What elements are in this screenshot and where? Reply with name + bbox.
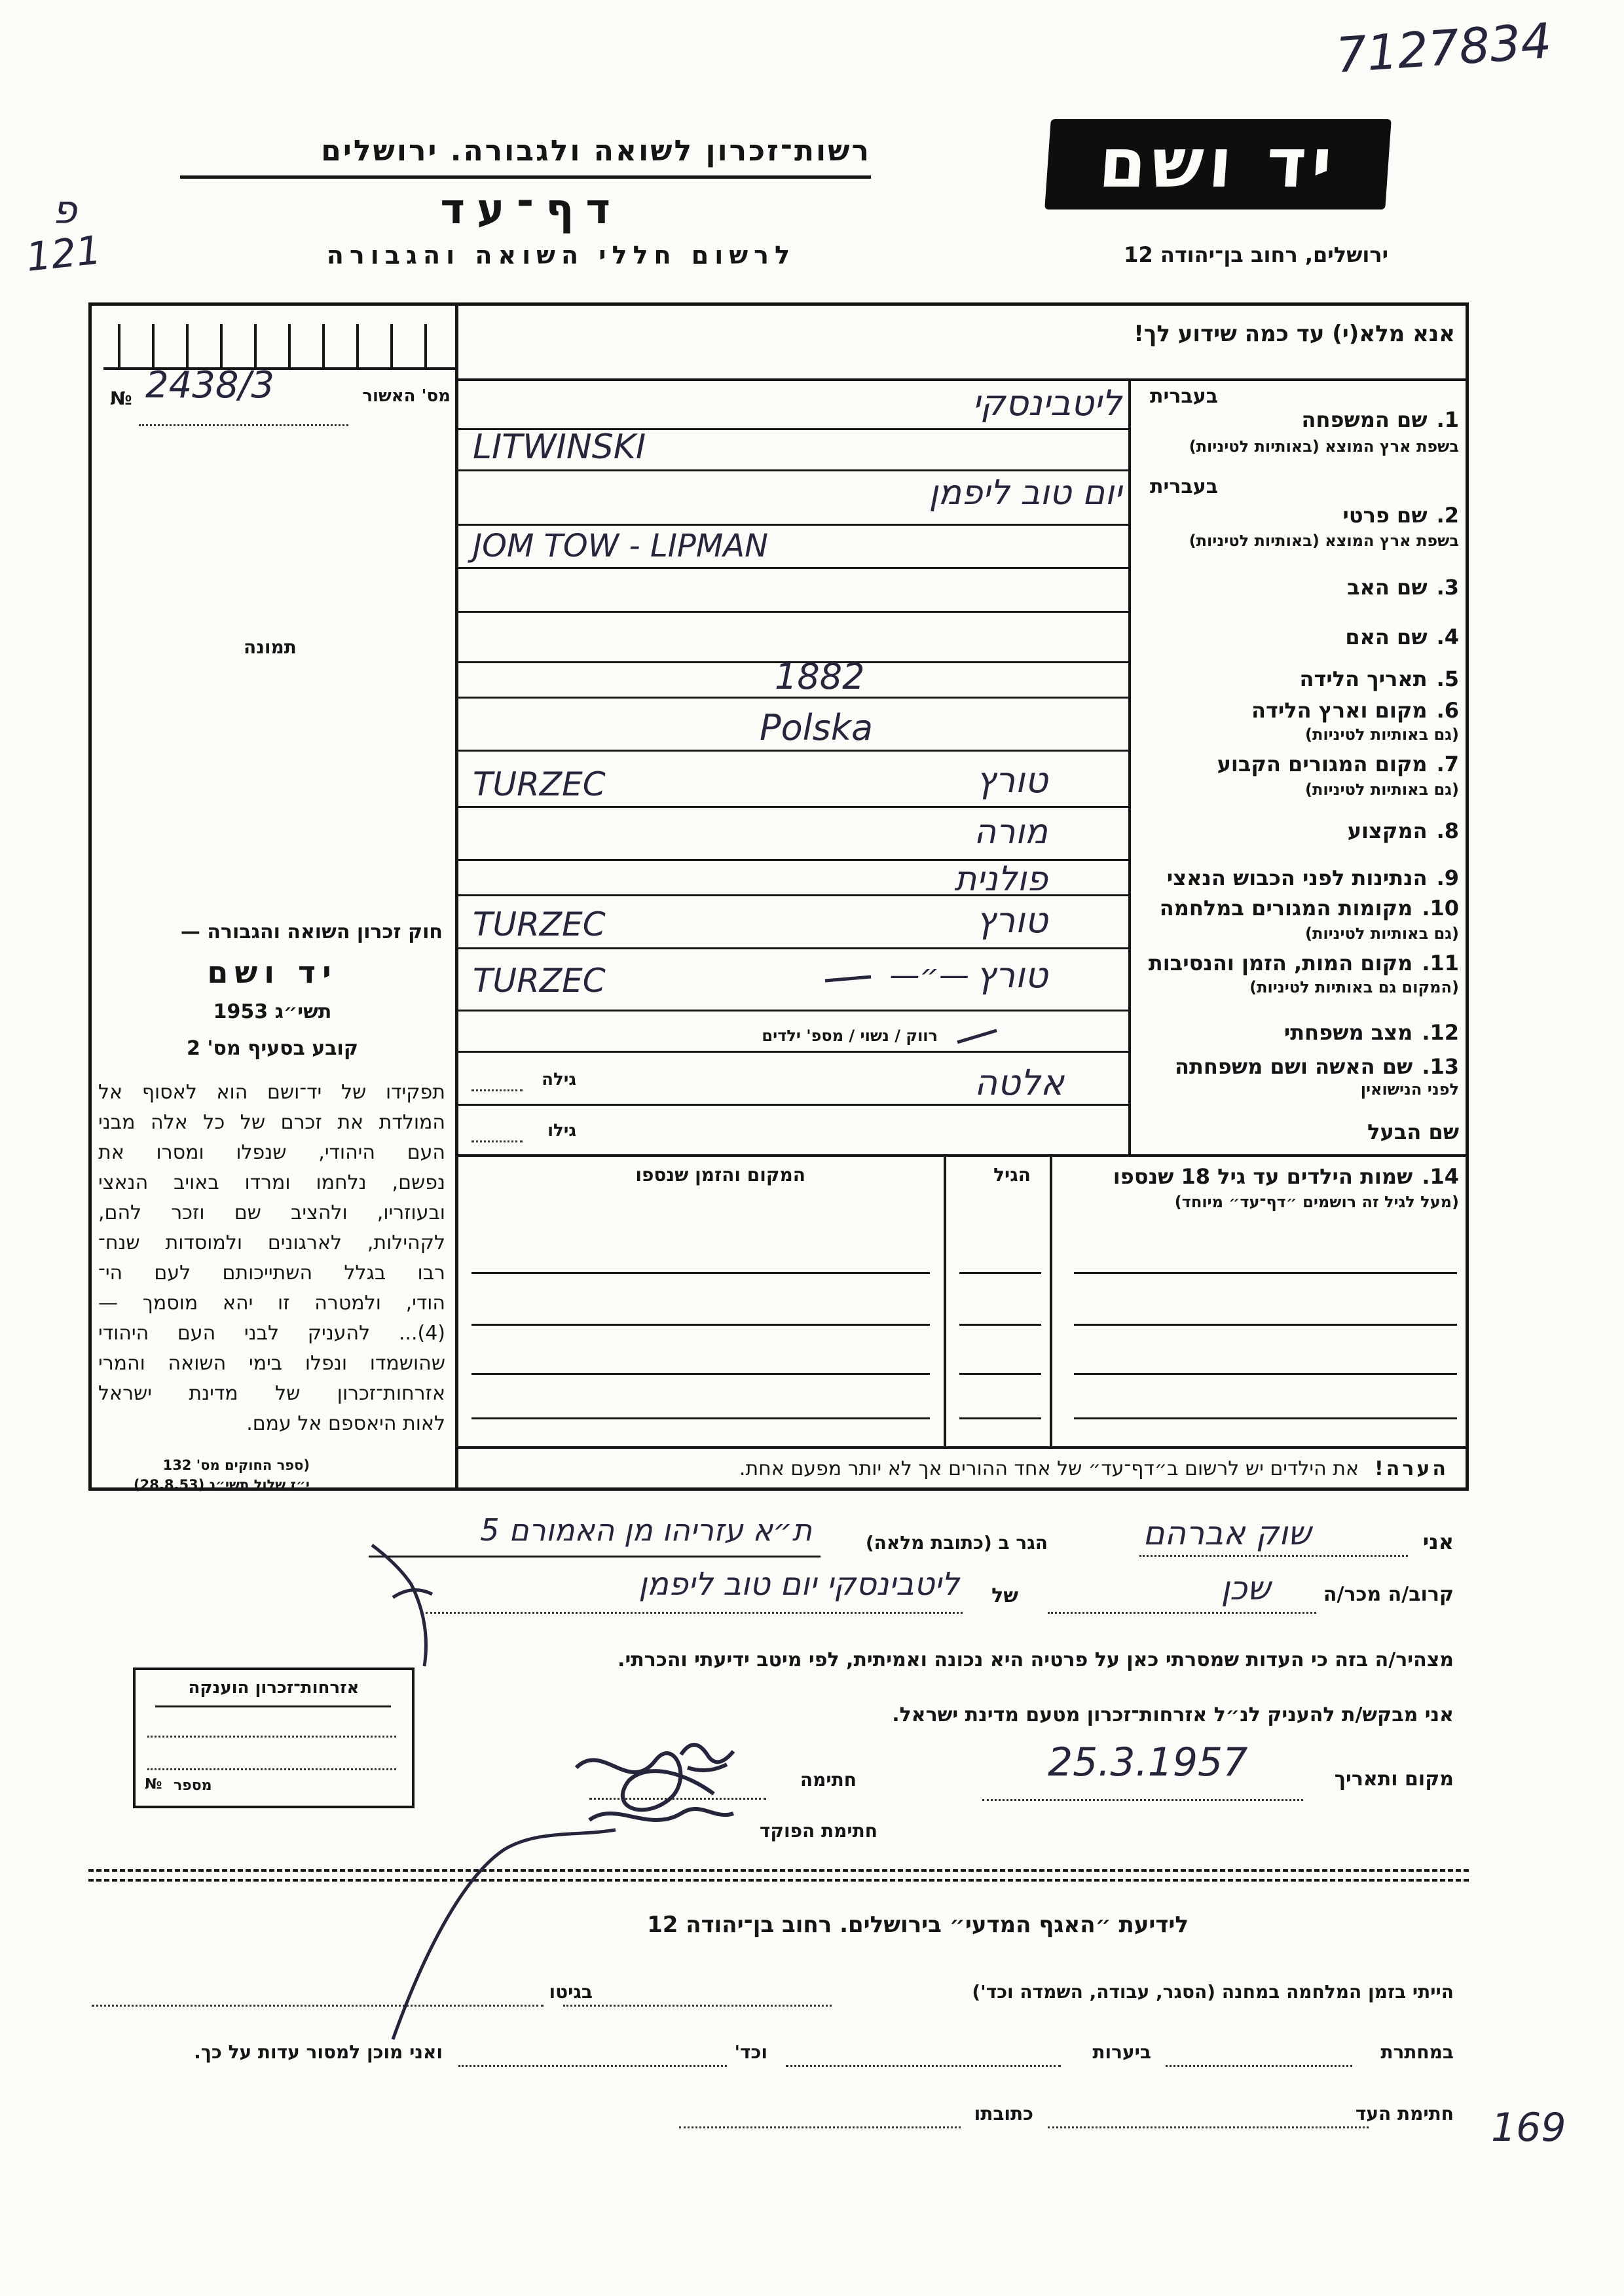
wartime-residence-latin-value: TURZEC (473, 905, 606, 943)
org-address: ירושלים, רחוב בן־יהודה 12 (1124, 242, 1388, 267)
declaration-statement: מצהיר/ה בזה כי העדות שמסרתי כאן על פרטיה היא נכונה ואמיתית, לפי מיטב ידיעתי והכרתי. (618, 1649, 1454, 1671)
address-value: ת״א עזריהו מן האמורם 5 (480, 1512, 812, 1548)
field-number: 8. (1436, 818, 1459, 843)
approval-value: 2438/3 (145, 364, 275, 407)
law-source-2: י״ז שלול תשי״ג (28.8.53) (134, 1477, 310, 1493)
field-number: 6. (1436, 698, 1459, 723)
place-date-value: 25.3.1957 (1048, 1740, 1248, 1785)
field-label-text: שם האשה ושם משפחתה (1174, 1054, 1413, 1079)
archive-number: 7127834 (1334, 12, 1554, 84)
field-label-text: מקום וארץ הלידה (1251, 698, 1428, 723)
signature-tail (393, 1830, 616, 2039)
etc-label: וכד' (734, 2041, 767, 2063)
hebrew-tag: בעברית (1150, 475, 1218, 498)
law-line: נפשם, נלחמו ומרדו באויב הנאצי (98, 1171, 445, 1194)
law-line: רבו בגלל השתייכותם לעם הי־ (98, 1262, 445, 1285)
husband-age-label: גילו (547, 1121, 576, 1140)
place-date-label: מקום ותאריך (1334, 1768, 1454, 1791)
margin-note-letter: פ (52, 187, 77, 233)
wartime-residence-hebrew-value: טורץ (976, 900, 1048, 941)
ghetto-label: בגיטו (549, 1981, 593, 2003)
of-value: ליטבינסקי יום טוב ליפמן (638, 1566, 959, 1603)
field-number: 13. (1422, 1054, 1459, 1079)
law-line: אזרחות־זכרון של מדינת ישראל (98, 1382, 445, 1405)
field-label-text: מקום המגורים הקבוע (1217, 752, 1428, 776)
field-number: 11. (1422, 951, 1459, 975)
death-place-hebrew-value: טורץ (976, 955, 1048, 996)
field-number: 4. (1436, 625, 1459, 649)
connector-stroke (372, 1545, 426, 1666)
first-name-hebrew-value: יום טוב ליפמן (929, 473, 1122, 513)
nationality-value: פולנית (954, 860, 1048, 899)
field-sublabel: בשפת ארץ המוצא (באותיות לטיניות) (1189, 437, 1459, 456)
field-number: 3. (1436, 575, 1459, 600)
org-name: רשות־זכרון לשואה ולגבורה. ירושלים (321, 134, 871, 168)
field-label-text: המקצוע (1347, 818, 1428, 843)
profession-value: מורה (974, 812, 1048, 852)
address-label: הגר ב (כתובת מלאה) (865, 1532, 1048, 1554)
law-line: (4)... להעניק לבני העם היהודי (98, 1322, 445, 1345)
law-clause: קובע בסעיף מס' 2 (187, 1037, 358, 1060)
of-label: של (991, 1584, 1018, 1607)
field-number: 10. (1422, 896, 1459, 920)
field-sublabel: (המקום גם באותיות לטיניות) (1249, 978, 1459, 996)
law-line: שהושמדו ונפלו בימי השואה והמרי (98, 1352, 445, 1375)
note-text: את הילדים יש לרשום ב״דף־עד״ של אחד ההורים אך לא יותר מפעם אחת. (739, 1457, 1359, 1480)
witness-signature-label: חתימת העד (1355, 2103, 1454, 2124)
wife-name-value: אלטה (974, 1062, 1064, 1103)
surname-latin-value: LITWINSKI (473, 428, 646, 467)
death-place-latin-value: TURZEC (473, 962, 606, 1000)
first-name-latin-value: JOM TOW - LIPMAN (473, 528, 769, 564)
hebrew-tag: בעברית (1150, 385, 1218, 408)
children-age-header: הגיל (993, 1164, 1031, 1186)
logo-text: יד ושם (1096, 123, 1340, 203)
field-number: 7. (1436, 752, 1459, 776)
field-number: 14. (1422, 1164, 1459, 1189)
field-label-text: שם הבעל (1367, 1120, 1459, 1144)
address-scribble (393, 1590, 432, 1597)
field-label-text: מצב משפחתי (1283, 1020, 1413, 1045)
children-place-header: המקום והזמן שנספו (635, 1164, 805, 1186)
field-sublabel: (מעל לגיל זה רושמים ״דף־עד״ מיוחד) (1174, 1193, 1459, 1211)
page-title: דף־עד (440, 185, 622, 234)
field-label-text: תאריך הלידה (1299, 666, 1428, 691)
note-title: הערה! (1375, 1457, 1449, 1480)
field-number: 5. (1436, 666, 1459, 691)
death-details-ditto-value: —״— (889, 957, 969, 993)
photo-label: תמונה (244, 636, 297, 658)
law-heading: חוק זכרון השואה והגבורה — (180, 920, 443, 943)
surname-hebrew-value: ליטבינסקי (972, 382, 1122, 424)
witness-name-value: שוק אברהם (1143, 1514, 1311, 1552)
page-number: 169 (1491, 2105, 1566, 2151)
margin-note-number: 121 (24, 227, 103, 281)
death-details-dash (825, 977, 871, 981)
field-label-text: שמות הילדים עד גיל 18 שנספו (1113, 1164, 1413, 1189)
forests-label: ביערות (1092, 2041, 1151, 2063)
field-number: 1. (1436, 407, 1459, 432)
law-line: לקהילות, לארגונים ולמוסדות שנח־ (98, 1231, 445, 1254)
law-line: המולדת את זכרם של כל אלה מבני (98, 1111, 445, 1134)
relation-value: שכן (1221, 1569, 1270, 1607)
field-sublabel: (גם באותיות לטיניות) (1305, 924, 1459, 943)
witness-signature (681, 1745, 733, 1770)
field-label-text: הנתינות לפני הכבוש הנאצי (1166, 866, 1428, 890)
declaration-request: אני מבקש/ת להעניק לנ״ל אזרחות־זכרון מטעם מדינת ישראל. (892, 1704, 1454, 1726)
field-number: 12. (1422, 1020, 1459, 1045)
relation-label: קרוב/ה מכר/ה (1323, 1583, 1454, 1606)
witness-address-label: כתובתו (974, 2103, 1033, 2124)
law-source-1: (ספר החוקים מס' 132 (162, 1457, 310, 1473)
law-line: הודי, ולמטרה זו יהא מוסמך — (98, 1292, 445, 1315)
award-number-label: מספר (174, 1777, 212, 1794)
law-year: תשי״ג 1953 (213, 1000, 332, 1023)
signature-label: חתימה (800, 1769, 857, 1791)
underground-label: במחתרת (1380, 2041, 1454, 2063)
field-sublabel: בשפת ארץ המוצא (באותיות לטיניות) (1189, 532, 1459, 550)
officer-signature (576, 1753, 733, 1820)
form-instruction: אנא מלא(י) עד כמה שידוע לך! (1134, 321, 1455, 347)
residence-latin-value: TURZEC (473, 765, 606, 803)
field-label-text: שם המשפחה (1301, 407, 1428, 432)
birth-date-value: 1882 (775, 656, 865, 697)
field-sublabel: לפני הנישואין (1360, 1080, 1459, 1099)
award-number-sign: № (145, 1776, 162, 1793)
field-number: 2. (1436, 503, 1459, 528)
approval-label: מס' האשור (362, 386, 451, 406)
declaration-i-label: אני (1422, 1529, 1454, 1554)
field-label-text: שם האב (1347, 575, 1428, 600)
field-label-text: מקום המות, הזמן והנסיבות (1148, 951, 1413, 975)
marital-status-options: רווק / נשוי / מספ' ילדים (762, 1027, 938, 1045)
camp-label: הייתי בזמן המלחמה במחנה (הסגר, עבודה, השמדה וכד') (972, 1981, 1454, 2003)
field-label-text: מקומות המגורים במלחמה (1159, 896, 1413, 920)
residence-hebrew-value: טורץ (976, 759, 1048, 801)
marital-status-strike (957, 1030, 997, 1042)
officer-signature-label: חתימת הפוקד (759, 1820, 877, 1842)
field-label-text: שם פרטי (1342, 503, 1428, 528)
wife-age-label: גילה (542, 1070, 576, 1089)
law-line: העם היהודי, שנפלו ומסרו את (98, 1141, 445, 1164)
field-sublabel: (גם באותיות לטיניות) (1305, 780, 1459, 799)
approval-number-sign: № (110, 388, 132, 409)
field-sublabel: (גם באותיות לטיניות) (1305, 725, 1459, 744)
willing-testify-label: ואני מוכן למסור עדות על כך. (194, 2041, 443, 2063)
field-label-text: שם האם (1345, 625, 1428, 649)
law-line: לאות היאספם אל עמם. (246, 1412, 445, 1435)
law-name: יד ושם (207, 955, 338, 990)
law-line: תפקידו של יד־ושם הוא לאסוף אל (98, 1081, 445, 1104)
birth-place-value: Polska (760, 707, 874, 748)
scientific-dept-notice: לידיעת ״האגף המדעי״ בירושלים. רחוב בן־יהודה 12 (647, 1912, 1189, 1938)
law-line: ובעוזריו, ולהציב שם וזכר להם, (98, 1201, 445, 1224)
page-subtitle: לרשום חללי השואה והגבורה (326, 241, 796, 270)
award-box-title: אזרחות־זכרון הוענקה (188, 1678, 360, 1698)
field-number: 9. (1436, 866, 1459, 890)
